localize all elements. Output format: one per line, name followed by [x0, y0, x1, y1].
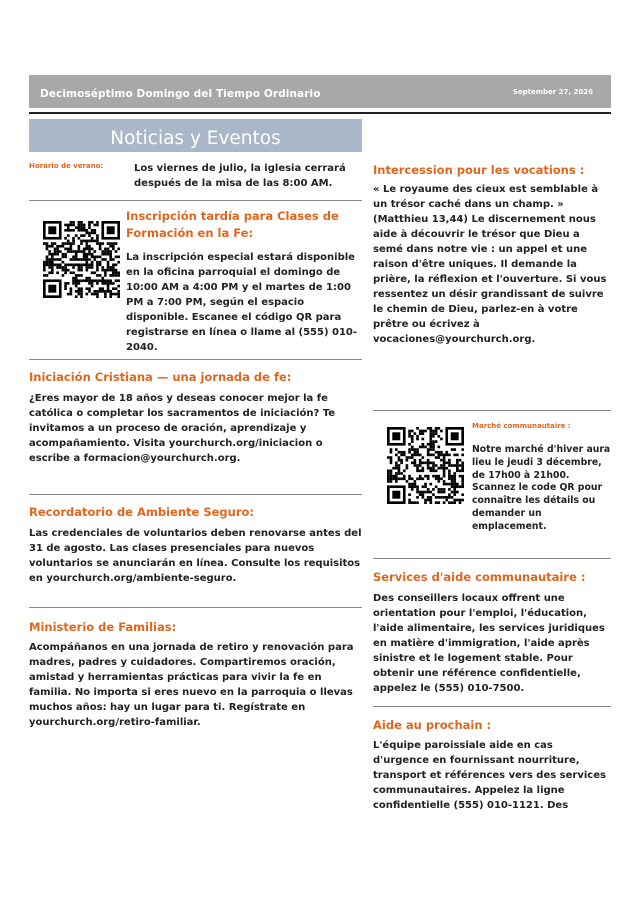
safe-environment-heading: Recordatorio de Ambiente Seguro:	[29, 505, 255, 519]
neighbor-aid-text: L'équipe paroissiale aide en cas d'urgence en fournissant nourriture, transport et références vers des services communautaires. Appelez la ligne confidentielle (555) 010-1121. Des	[373, 740, 606, 811]
vocations-heading: Intercession pour les vocations :	[373, 163, 585, 177]
issue-date: September 27, 2026	[512, 88, 593, 96]
qr-code-market[interactable]	[387, 427, 464, 504]
services-text: Des conseillers locaux offrent une orientation pour l'emploi, l'éducation, l'aide alimentaire, les services juridiques en matière d'immigration, l'aide après sinistre et le logement stable. Pour obtenir une référence confidentielle, appelez le (555) 010-7500.	[373, 593, 605, 694]
divider	[373, 706, 611, 707]
market-label: Marché communautaire :	[472, 422, 571, 430]
summer-text: Los viernes de julio, la iglesia cerrará después de la misa de las 8:00 AM.	[134, 163, 346, 189]
services-heading: Services d'aide communautaire :	[373, 570, 586, 584]
news-banner-title: Noticias y Eventos	[110, 128, 281, 149]
qr-code-registration[interactable]	[43, 221, 120, 298]
families-heading: Ministerio de Familias:	[29, 620, 177, 634]
divider	[29, 359, 362, 360]
divider	[373, 558, 611, 559]
neighbor-aid-heading: Aide au prochain :	[373, 718, 492, 732]
late-registration-heading: Inscripción tardía para Clases de Formación en la Fe:	[126, 209, 339, 240]
late-registration-text: La inscripción especial estará disponible en la oficina parroquial el domingo de 10:00 AM a 4:00 PM y el martes de 1:00 PM a 7:00 PM, según el espacio disponible. Escanee el código QR para registrarse en línea o llame al (555) 010-2040.	[126, 252, 358, 353]
vocations-text: « Le royaume des cieux est semblable à un trésor caché dans un champ. » (Matthieu 13,44) Le discernement nous aide à découvrir le trésor que Dieu a semé dans notre vie : un appel et une raison d'être uniques. Il demande la prière, la réflexion et l'ouverture. Si vous ressentez un désir grandissant de suivre le chemin de Dieu, parlez-en à votre prêtre ou écrivez à vocaciones@yourchurch.org.	[373, 184, 607, 345]
header-divider	[29, 112, 611, 114]
divider	[373, 410, 611, 411]
initiation-text: ¿Eres mayor de 18 años y deseas conocer mejor la fe católica o completar los sacramentos de iniciación? Te invitamos a un proceso de oración, aprendizaje y acompañamiento. Visita yourchurch.org/iniciacion o escribe a formacion@yourchurch.org.	[29, 393, 336, 464]
divider	[29, 494, 362, 495]
initiation-heading: Iniciación Cristiana — una jornada de fe:	[29, 370, 292, 384]
safe-environment-text: Las credenciales de voluntarios deben renovarse antes del 31 de agosto. Las clases presenciales para nuevos voluntarios se anunciarán en línea. Consulte los requisitos en yourchurch.org/ambiente-seguro.	[29, 528, 362, 584]
families-text: Acompáñanos en una jornada de retiro y renovación para madres, padres y cuidadores. Compartiremos oración, amistad y herramientas prácticas para vivir la fe en familia. No importa si eres nuevo en la parroquia o llevas muchos años: hay un lugar para ti. Regístrate en yourchurch.org/retiro-familiar.	[29, 642, 354, 728]
summer-label: Horario de verano:	[29, 162, 104, 170]
page-title: Decimoséptimo Domingo del Tiempo Ordinario	[40, 88, 321, 100]
divider	[29, 200, 362, 201]
divider	[29, 607, 362, 608]
market-text: Notre marché d'hiver aura lieu le jeudi 3 décembre, de 17h00 à 21h00. Scannez le code QR pour connaître les détails ou demander un emplacement.	[472, 444, 611, 532]
